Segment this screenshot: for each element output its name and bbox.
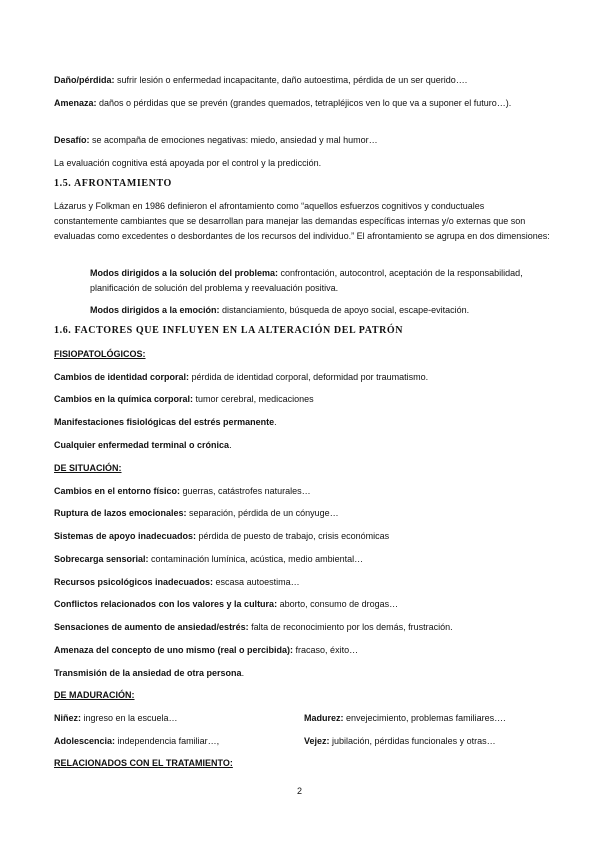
- fisio-item: [54, 438, 550, 453]
- situacion-item: [54, 597, 550, 612]
- situacion-item-label: Sobrecarga sensorial:: [54, 554, 149, 564]
- situacion-item: [54, 575, 550, 590]
- situacion-item-text: escasa autoestima…: [213, 577, 300, 587]
- fisio-item-text: tumor cerebral, medicaciones: [193, 394, 314, 404]
- vejez-text: jubilación, pérdidas funcionales y otras…: [329, 736, 496, 746]
- madurez-label: Madurez:: [304, 713, 344, 723]
- desafio-paragraph: [54, 133, 550, 148]
- situacion-item-text: .: [241, 668, 245, 678]
- desafio-label: Desafío:: [54, 135, 90, 145]
- situacion-item-text: contaminación lumínica, acústica, medio ambiental…: [148, 554, 364, 564]
- afrontamiento-paragraph: Lázarus y Folkman en 1986 definieron el afrontamiento como “aquellos esfuerzos cognitivos y conductuales constantemente cambiantes que se desarrollan para manejar las demandas específicas internas y/o externas que son evaluadas como excedentes o desbordantes de los recursos del individuo.” El afrontamiento se agrupa en dos dimensiones:: [54, 201, 550, 241]
- amenaza-paragraph: [54, 96, 550, 111]
- situacion-item-label: Transmisión de la ansiedad de otra persona: [54, 668, 242, 678]
- modos-emocion-paragraph: [90, 303, 550, 318]
- situacion-item-label: Ruptura de lazos emocionales:: [54, 508, 187, 518]
- fisio-item-text: .: [274, 417, 277, 427]
- situacion-item: [54, 666, 550, 681]
- situacion-subheading: DE SITUACIÓN:: [54, 463, 122, 473]
- vejez-label: Vejez:: [304, 736, 330, 746]
- page-number: 2: [296, 786, 302, 796]
- modos-emocion-label: Modos dirigidos a la emoción:: [90, 305, 220, 315]
- situacion-item: [54, 506, 550, 521]
- maduracion-item-vejez: [304, 734, 554, 749]
- maduracion-subheading: DE MADURACIÓN:: [54, 690, 135, 700]
- madurez-text: envejecimiento, problemas familiares….: [343, 713, 506, 723]
- adolescencia-text: independencia familiar…,: [115, 736, 220, 746]
- situacion-item: [54, 620, 550, 635]
- modos-problema-paragraph: [90, 266, 550, 296]
- ninez-label: Niñez:: [54, 713, 81, 723]
- situacion-item-text: fracaso, éxito…: [293, 645, 359, 655]
- fisio-item-label: Cambios en la química corporal:: [54, 394, 194, 404]
- adolescencia-label: Adolescencia:: [54, 736, 116, 746]
- situacion-item-label: Conflictos relacionados con los valores y la cultura:: [54, 599, 278, 609]
- fisio-subheading: FISIOPATOLÓGICOS:: [54, 349, 146, 359]
- fisio-item-label: Manifestaciones fisiológicas del estrés permanente: [54, 417, 275, 427]
- ninez-text: ingreso en la escuela…: [81, 713, 178, 723]
- amenaza-text: daños o pérdidas que se prevén (grandes quemados, tetrapléjicos ven lo que va a suponer el futuro…).: [96, 98, 512, 108]
- situacion-item-label: Sensaciones de aumento de ansiedad/estrés:: [54, 622, 249, 632]
- fisio-item-text: pérdida de identidad corporal, deformidad por traumatismo.: [189, 372, 429, 382]
- situacion-item-label: Cambios en el entorno físico:: [54, 486, 181, 496]
- fisio-item-label: Cualquier enfermedad terminal o crónica: [54, 440, 230, 450]
- maduracion-item-madurez: [304, 711, 554, 726]
- situacion-item-label: Amenaza del concepto de uno mismo (real o percibida):: [54, 645, 294, 655]
- maduracion-item-ninez: [54, 711, 294, 726]
- section-heading-factores: 1.6. FACTORES QUE INFLUYEN EN LA ALTERACIÓN DEL PATRÓN: [54, 325, 404, 336]
- situacion-item: [54, 484, 550, 499]
- situacion-item: [54, 643, 550, 658]
- situacion-item-label: Recursos psicológicos inadecuados:: [54, 577, 214, 587]
- situacion-item: [54, 552, 550, 567]
- amenaza-label: Amenaza:: [54, 98, 97, 108]
- maduracion-item-adolescencia: [54, 734, 294, 749]
- fisio-item-text: .: [229, 440, 232, 450]
- dano-text: sufrir lesión o enfermedad incapacitante, daño autoestima, pérdida de un ser querido….: [114, 75, 468, 85]
- situacion-item-text: falta de reconocimiento por los demás, frustración.: [248, 622, 453, 632]
- situacion-item-text: guerras, catástrofes naturales…: [180, 486, 311, 496]
- tratamiento-subheading: RELACIONADOS CON EL TRATAMIENTO:: [54, 758, 233, 768]
- modos-emocion-text: distanciamiento, búsqueda de apoyo social, escape-evitación.: [219, 305, 470, 315]
- situacion-item-text: aborto, consumo de drogas…: [277, 599, 399, 609]
- fisio-item: [54, 370, 550, 385]
- fisio-item: [54, 415, 550, 430]
- modos-problema-text: confrontación, autocontrol, aceptación de la responsabilidad, planificación de solución del problema y reevaluación positiva.: [90, 268, 523, 293]
- fisio-item: [54, 392, 550, 407]
- desafio-text: se acompaña de emociones negativas: miedo, ansiedad y mal humor…: [89, 135, 378, 145]
- dano-label: Daño/pérdida:: [54, 75, 115, 85]
- situacion-item-text: pérdida de puesto de trabajo, crisis económicas: [196, 531, 390, 541]
- situacion-item-label: Sistemas de apoyo inadecuados:: [54, 531, 197, 541]
- evaluacion-paragraph: La evaluación cognitiva está apoyada por el control y la predicción.: [54, 158, 322, 168]
- situacion-item-text: separación, pérdida de un cónyuge…: [186, 508, 339, 518]
- dano-paragraph: [54, 73, 550, 88]
- modos-problema-label: Modos dirigidos a la solución del problema:: [90, 268, 279, 278]
- situacion-item: [54, 529, 550, 544]
- fisio-item-label: Cambios de identidad corporal:: [54, 372, 190, 382]
- section-heading-afrontamiento: 1.5. AFRONTAMIENTO: [54, 178, 172, 189]
